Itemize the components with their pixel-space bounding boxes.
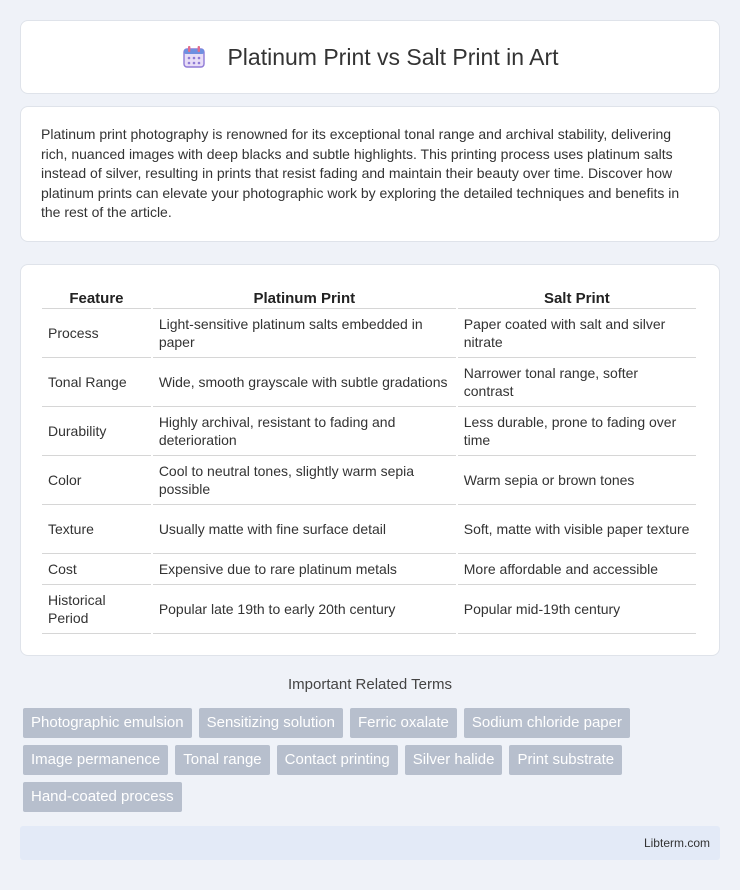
related-term-tag[interactable]: Hand-coated process xyxy=(23,782,182,812)
row-platinum: Cool to neutral tones, slightly warm sepia possible xyxy=(153,456,456,505)
intro-paragraph: Platinum print photography is renowned for its exceptional tonal range and archival stability, delivering rich, nuanced images with deep blacks and subtle highlights. This printing process uses platinum salts instead of silver, resulting in prints that resist fading and maintain their beauty over time. Discover how platinum prints can elevate your photographic work by exploring the detailed techniques and benefits in the rest of the article. xyxy=(41,126,680,221)
table-row xyxy=(42,554,696,585)
comparison-table-card xyxy=(20,264,720,656)
related-term-tag[interactable]: Print substrate xyxy=(509,745,622,775)
footer-site-link[interactable]: Libterm.com xyxy=(643,836,710,850)
table-row xyxy=(42,456,696,505)
row-salt: Warm sepia or brown tones xyxy=(458,456,696,505)
calendar-icon xyxy=(181,44,207,70)
row-feature: Color xyxy=(42,456,151,505)
row-feature: Historical Period xyxy=(42,585,151,634)
row-salt: Less durable, prone to fading over time xyxy=(458,407,696,456)
header-salt-print: Salt Print xyxy=(458,285,696,309)
related-term-tag[interactable]: Ferric oxalate xyxy=(350,708,457,738)
footer xyxy=(20,826,720,860)
related-term-tag[interactable]: Sodium chloride paper xyxy=(464,708,630,738)
row-feature: Texture xyxy=(42,505,151,554)
row-feature: Tonal Range xyxy=(42,358,151,407)
page-title: Platinum Print vs Salt Print in Art xyxy=(227,43,559,70)
intro-card xyxy=(20,106,720,242)
related-term-tag[interactable]: Image permanence xyxy=(23,745,168,775)
row-salt: Soft, matte with visible paper texture xyxy=(458,505,696,554)
table-row xyxy=(42,358,696,407)
table-row xyxy=(42,505,696,554)
row-platinum: Usually matte with fine surface detail xyxy=(153,505,456,554)
row-platinum: Light-sensitive platinum salts embedded in paper xyxy=(153,309,456,358)
header-feature: Feature xyxy=(42,285,151,309)
row-salt: Paper coated with salt and silver nitrate xyxy=(458,309,696,358)
table-row xyxy=(42,585,696,634)
row-salt: Popular mid-19th century xyxy=(458,585,696,634)
table-row xyxy=(42,407,696,456)
row-platinum: Highly archival, resistant to fading and deterioration xyxy=(153,407,456,456)
table-row xyxy=(42,309,696,358)
row-feature: Cost xyxy=(42,554,151,585)
related-terms-title: Important Related Terms xyxy=(288,676,452,693)
row-platinum: Wide, smooth grayscale with subtle gradations xyxy=(153,358,456,407)
row-salt: More affordable and accessible xyxy=(458,554,696,585)
row-salt: Narrower tonal range, softer contrast xyxy=(458,358,696,407)
table-header-row xyxy=(42,285,696,309)
row-platinum: Popular late 19th to early 20th century xyxy=(153,585,456,634)
row-feature: Durability xyxy=(42,407,151,456)
related-term-tag[interactable]: Sensitizing solution xyxy=(199,708,343,738)
comparison-table xyxy=(40,285,698,634)
related-term-tag[interactable]: Contact printing xyxy=(277,745,398,775)
header-platinum-print: Platinum Print xyxy=(153,285,456,309)
title-card xyxy=(20,20,720,94)
related-term-tag[interactable]: Silver halide xyxy=(405,745,503,775)
row-feature: Process xyxy=(42,309,151,358)
row-platinum: Expensive due to rare platinum metals xyxy=(153,554,456,585)
related-terms-list xyxy=(23,708,683,819)
related-term-tag[interactable]: Photographic emulsion xyxy=(23,708,192,738)
related-term-tag[interactable]: Tonal range xyxy=(175,745,269,775)
